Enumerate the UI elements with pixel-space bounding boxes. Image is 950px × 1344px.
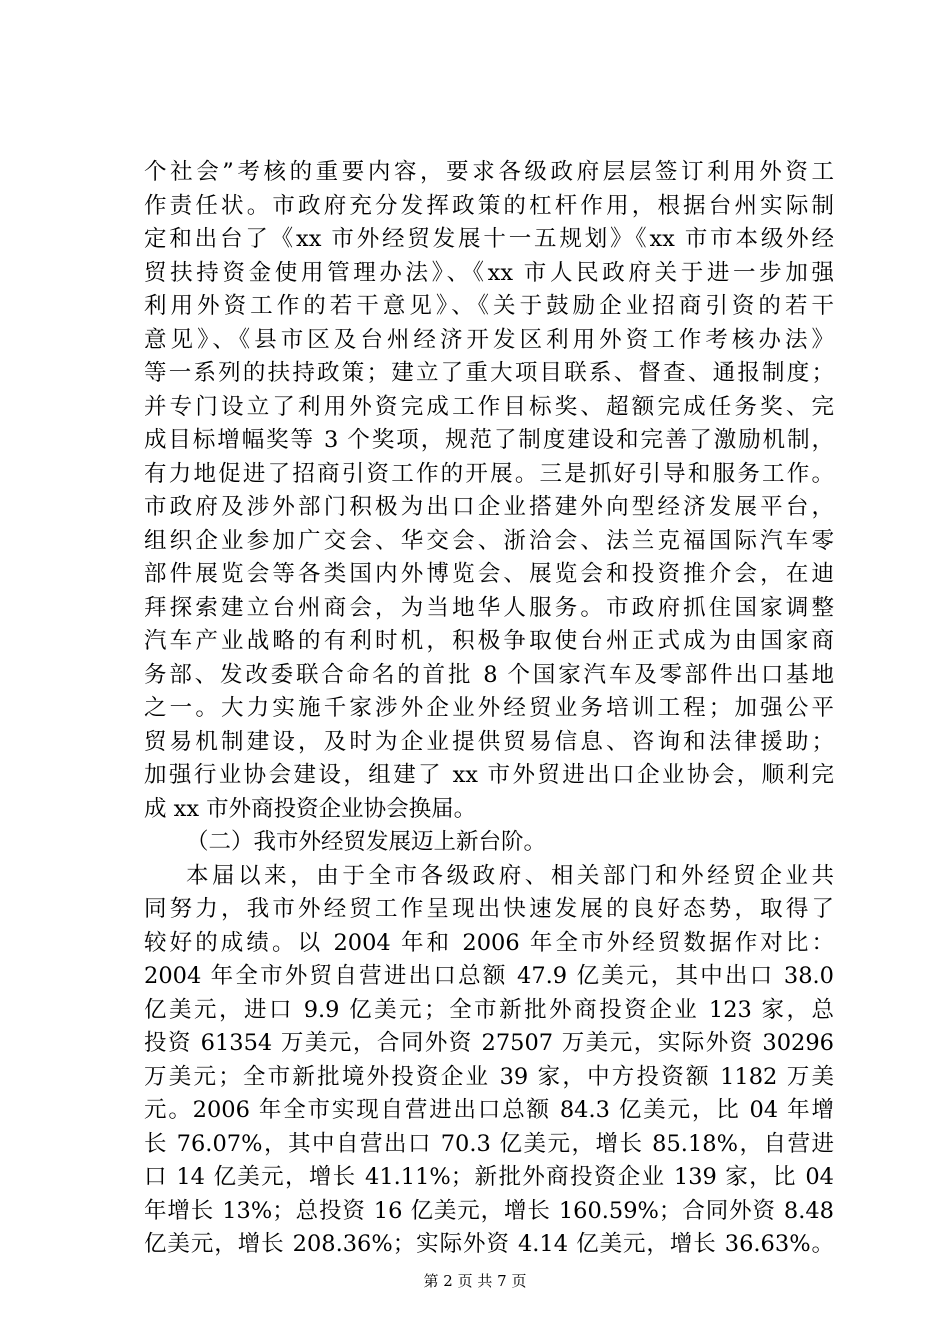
text-line: 利用外资工作的若干意见》、《关于鼓励企业招商引资的若干 (144, 293, 834, 319)
text-line: 贸易机制建设，及时为企业提供贸易信息、咨询和法律援助； (144, 728, 834, 755)
body-text (144, 156, 834, 1262)
page-number-footer: 第 2 页 共 7 页 (423, 1272, 527, 1290)
text-line: 组织企业参加广交会、华交会、浙洽会、法兰克福国际汽车零 (144, 527, 834, 554)
text-line: 务部、发改委联合命名的首批 8 个国家汽车及零部件出口基地 (144, 661, 834, 688)
text-line: 加强行业协会建设，组建了 xx 市外贸进出口企业协会，顺利完 (144, 762, 834, 788)
text-line: 较好的成绩。以 2004 年和 2006 年全市外经贸数据作对比： (144, 929, 834, 956)
text-line: 有力地促进了招商引资工作的开展。三是抓好引导和服务工作。 (144, 460, 834, 487)
text-line: 个社会”考核的重要内容，要求各级政府层层签订利用外资工 (144, 159, 834, 185)
text-line: 意见》、《县市区及台州经济开发区利用外资工作考核办法》 (144, 326, 834, 353)
text-line: 投资 61354 万美元，合同外资 27507 万美元，实际外资 30296 (144, 1030, 834, 1056)
text-line: 市政府及涉外部门积极为出口企业搭建外向型经济发展平台， (144, 494, 834, 520)
text-line: 并专门设立了利用外资完成工作目标奖、超额完成任务奖、完 (144, 393, 834, 420)
text-line: 元。2006 年全市实现自营进出口总额 84.3 亿美元，比 04 年增 (144, 1097, 834, 1123)
text-line: 口 14 亿美元，增长 41.11%；新批外商投资企业 139 家，比 04 (144, 1164, 834, 1190)
text-line: 部件展览会等各类国内外博览会、展览会和投资推介会，在迪 (144, 561, 834, 587)
text-line: 贸扶持资金使用管理办法》、《xx 市人民政府关于进一步加强 (144, 259, 834, 286)
text-line: 成 xx 市外商投资企业协会换届。 (144, 795, 477, 822)
text-line: 之一。大力实施千家涉外企业外经贸业务培训工程；加强公平 (144, 695, 834, 721)
text-line: 拜探索建立台州商会，为当地华人服务。市政府抓住国家调整 (144, 594, 834, 621)
text-line: 长 76.07%，其中自营出口 70.3 亿美元，增长 85.18%，自营进 (144, 1130, 834, 1157)
text-line: 2004 年全市外贸自营进出口总额 47.9 亿美元，其中出口 38.0 (144, 963, 834, 989)
text-line: 作责任状。市政府充分发挥政策的杠杆作用，根据台州实际制 (144, 192, 834, 219)
text-line: 亿美元，增长 208.36%；实际外资 4.14 亿美元，增长 36.63%。 (144, 1231, 834, 1257)
text-line: 等一系列的扶持政策；建立了重大项目联系、督查、通报制度； (144, 360, 834, 386)
text-line: 同努力，我市外经贸工作呈现出快速发展的良好态势，取得了 (144, 896, 834, 922)
text-line: 亿美元，进口 9.9 亿美元；全市新批外商投资企业 123 家，总 (144, 996, 834, 1023)
text-line: 定和出台了《xx 市外经贸发展十一五规划》《xx 市市本级外经 (144, 226, 834, 252)
text-line: 汽车产业战略的有利时机，积极争取使台州正式成为由国家商 (144, 628, 834, 654)
text-line: 成目标增幅奖等 3 个奖项，规范了制度建设和完善了激励机制， (144, 427, 834, 453)
section-heading: （二）我市外经贸发展迈上新台阶。 (186, 829, 547, 855)
text-line: 本届以来，由于全市各级政府、相关部门和外经贸企业共 (186, 862, 834, 889)
text-line: 年增长 13%；总投资 16 亿美元，增长 160.59%；合同外资 8.48 (144, 1197, 834, 1224)
text-line: 万美元；全市新批境外投资企业 39 家，中方投资额 1182 万美 (144, 1063, 834, 1090)
